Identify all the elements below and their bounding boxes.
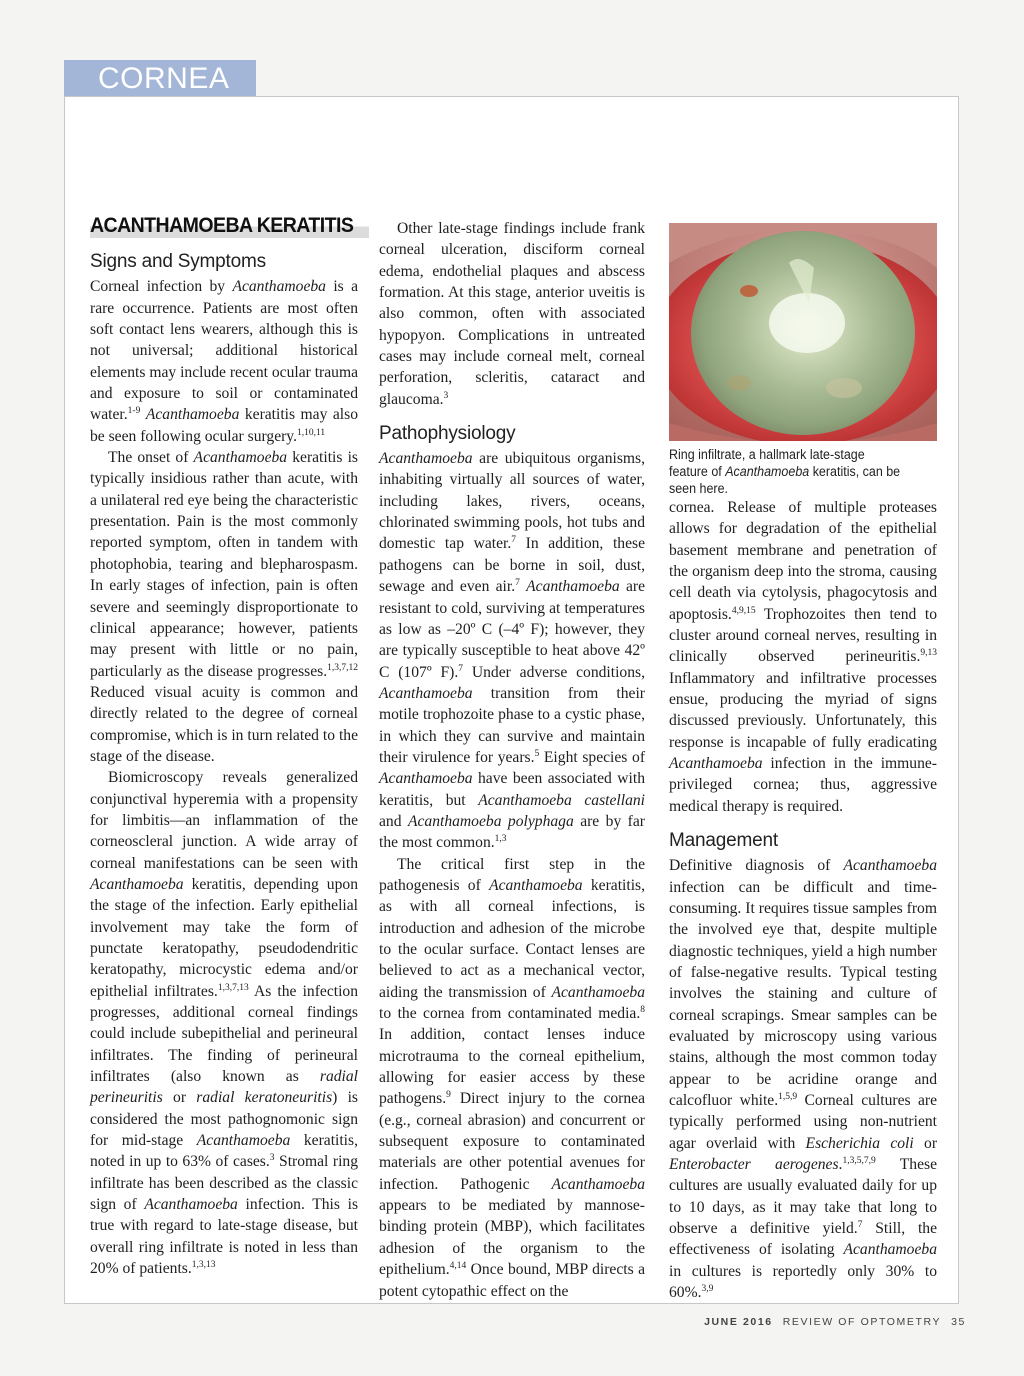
paragraph: Acanthamoeba are ubiquitous organisms, inhabiting virtually all sources of water, including lakes, rivers, oceans, chlorinated swimming pools, hot tubs and domestic tap water.$^7$ In addition, these pathogens can be borne in soil, dust, sewage and even air.$^7$ Acanthamoeba are resistant to cold, surviving at temperatures as low as –20º C (–4º F); however, they are typically susceptible to heat above 42º C (107º F).$^7$ Under adverse conditions, Acanthamoeba transition from their motile trophozoite phase to a cystic phase, in which they can survive and maintain their virulence for years.$^5$ Eight species of Acanthamoeba have been associated with keratitis, but Acanthamoeba castellani and Acanthamoeba polyphaga are by far the most common.$^{1,3}$ [379,450,646,852]
section-tab [64,60,256,97]
article-title: ACANTHAMOEBA KERATITIS [90,212,369,238]
heading-management: Management [669,830,778,852]
section-label: CORNEA [98,62,230,95]
paragraph: Corneal infection by Acanthamoeba is a rare occurrence. Patients are most often soft contact lens wearers, although this is not universal; additional historical elements may include recent ocular trauma and exposure to soil or contaminated water.$^{1-9}$ Acanthamoeba keratitis may also be seen following ocular surgery.$^{1,10,11}$ [90,278,359,445]
paragraph: The onset of Acanthamoeba keratitis is typically insidious rather than acute, with a unilateral red eye being the characteristic presentation. Pain is the most commonly reported symptom, often in tandem with photophobia, tearing and blepharospasm. In early stages of infection, pain is often severe and seemingly disproportionate to clinical appearance; however, patients may present with little or no pain, particularly as the disease progresses.$^{1,3,7,12}$ Reduced visual acuity is common and directly related to the degree of corneal compromise, which is in turn related to the stage of the disease. [90,449,358,765]
eye-photo [669,223,937,441]
column-1 [90,214,359,1280]
footer-page-number: 35 [951,1316,966,1328]
paragraph: The critical first step in the pathogenesis of Acanthamoeba keratitis, as with all corneal infections, is introduction and adhesion of the microbe to the ocular surface. Contact lenses are believed to act as a mechanical vector, aiding the transmission of Acanthamoeba to the cornea from contaminated media.$^8$ In addition, contact lenses induce microtrauma to the corneal epithelium, allowing for easier access by these pathogens.$^9$ Direct injury to the cornea (e.g., corneal abrasion) and concurrent or subsequent exposure to contaminated materials are other potential avenues for infection. Pathogenic Acanthamoeba appears to be mediated by mannose-binding protein (MBP), which facilitates adhesion of the organism to the epithelium.$^{4,14}$ Once bound, MBP directs a potent cytopathic effect on the [379,855,645,1300]
paragraph: cornea. Release of multiple proteases allows for degradation of the epithelial basement membrane and penetration of the organism deep into the stroma, causing cell death via cytolysis, phagocytosis and apoptosis.$^{4,9,15}$ Trophozoites then tend to cluster around corneal nerves, resulting in clinically observed perineuritis.$^{9,13}$ Inflammatory and infiltrative processes ensue, producing the myriad of signs discussed previously. Unfortunately, this response is incapable of fully eradicating Acanthamoeba infection in the immune-privileged cornea; thus, aggressive medical therapy is required. [669,499,937,815]
page-footer [704,1316,966,1328]
paragraph: Definitive diagnosis of Acanthamoeba infection can be difficult and time-consuming. It requires tissue samples from the involved eye that, despite multiple diagnostic techniques, yield a high number of false-negative results. Typical testing involves the staining and culture of corneal scrapings. Smear samples can be evaluated by microscopy using various stains, although the most common today appear to be acridine orange and calcofluor white.$^{1,5,9}$ Corneal cultures are typically performed using non-nutrient agar overlaid with Escherichia coli or Enterobacter aerogenes.$^{1,3,5,7,9}$ These cultures are usually evaluated daily for up to 10 days, as it may take that long to observe a definitive yield.$^7$ Still, the effectiveness of isolating Acanthamoeba in cultures is reportedly only 30% to 60%.$^{3,9}$ [669,857,938,1302]
column-3 [669,497,937,1303]
footer-date: JUNE 2016 [704,1316,773,1328]
figure-caption: Ring infiltrate, a hallmark late-stage feature of Acanthamoeba keratitis, can be seen here. [669,447,901,497]
footer-publication: REVIEW OF OPTOMETRY [782,1316,942,1328]
heading-signs-symptoms: Signs and Symptoms [90,251,266,273]
paragraph: Other late-stage findings include frank corneal ulceration, disciform corneal edema, endothelial plaques and abscess formation. At this stage, anterior uveitis is also common, often with associated hypopyon. Complications in untreated cases may include corneal melt, corneal perforation, scleritis, cataract and glaucoma.$^3$ [379,220,645,408]
paragraph: Biomicroscopy reveals generalized conjunctival hyperemia with a propensity for limbitis—an inflammation of the corneoscleral junction. A wide array of corneal manifestations can be seen with Acanthamoeba keratitis, depending upon the stage of the infection. Early epithelial involvement may take the form of punctate keratopathy, pseudodendritic keratopathy, microcystic edema and/or epithelial infiltrates.$^{1,3,7,13}$ As the infection progresses, additional corneal findings could include subepithelial and perineural infiltrates. The finding of perineural infiltrates (also known as radial perineuritis or radial keratoneuritis) is considered the most pathognomonic sign for mid-stage Acanthamoeba keratitis, noted in up to 63% of cases.$^3$ Stromal ring infiltrate has been described as the classic sign of Acanthamoeba infection. This is true with regard to late-stage disease, but overall ring infiltrate is noted in less than 20% of patients.$^{1,3,13}$ [90,769,359,1278]
column-2 [379,218,645,1302]
heading-pathophysiology: Pathophysiology [379,423,516,445]
